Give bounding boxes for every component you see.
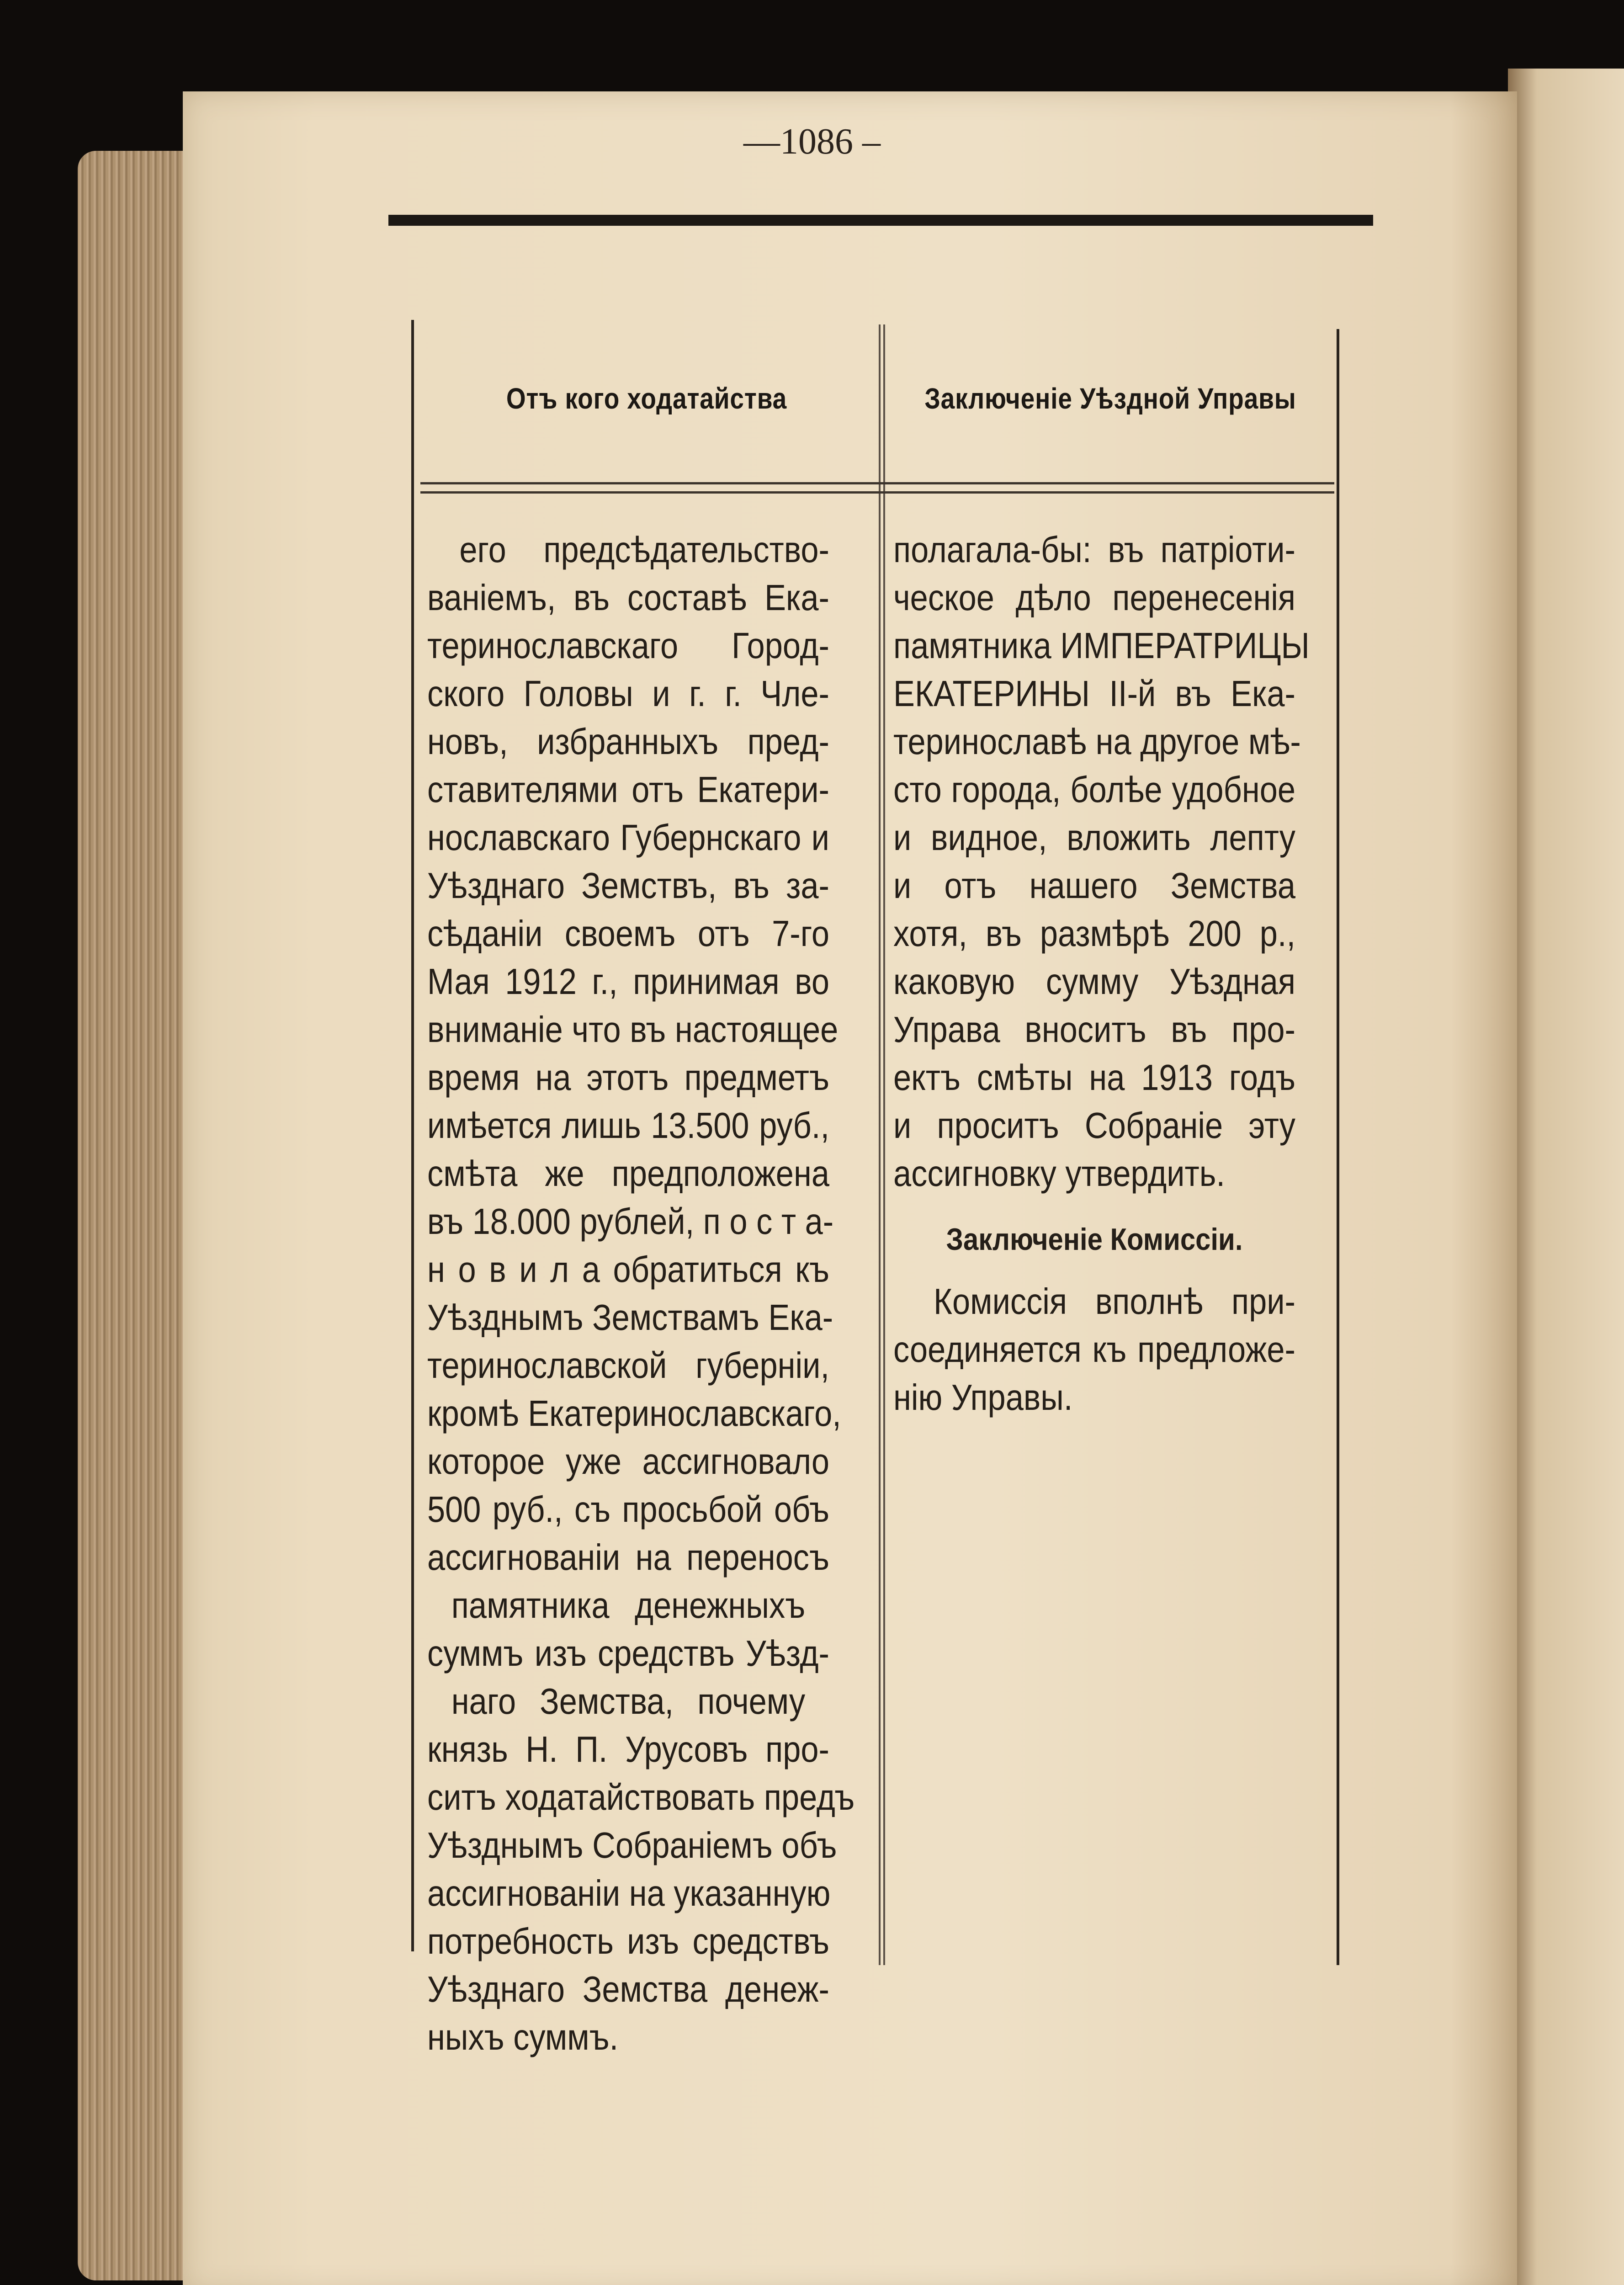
- text-line: Мая 1912 г., принимая во: [427, 961, 829, 1002]
- page-number: —1086 –: [743, 122, 881, 162]
- text-line: кромѣ Екатеринославскаго,: [427, 1393, 841, 1434]
- table-left-border: [411, 320, 414, 1951]
- text-line: смѣта же предположена: [427, 1153, 829, 1194]
- text-line: Комиссія вполнѣ при-: [934, 1281, 1295, 1322]
- text-line: ектъ смѣты на 1913 годъ: [893, 1057, 1295, 1098]
- text-line: ческое дѣло перенесенія: [893, 577, 1295, 618]
- text-line: ситъ ходатайствовать предъ: [427, 1777, 855, 1817]
- column-header-board-conclusion: Заключеніе Уѣздной Управы: [924, 382, 1296, 415]
- book-page: [183, 91, 1517, 2285]
- text-line: памятника денежныхъ: [451, 1585, 806, 1626]
- text-line: новъ, избранныхъ пред-: [427, 721, 829, 762]
- header-bottom-rule-2: [420, 491, 1334, 494]
- text-line: время на этотъ предметъ: [427, 1057, 829, 1098]
- text-line: и проситъ Собраніе эту: [893, 1105, 1295, 1146]
- column-header-petitioner: Отъ кого ходатайства: [506, 382, 787, 415]
- text-line: потребность изъ средствъ: [427, 1921, 829, 1961]
- table-right-border: [1337, 329, 1339, 1965]
- table-column-divider-2: [883, 324, 885, 1965]
- table-column-divider: [879, 324, 881, 1965]
- text-line: сѣданіи своемъ отъ 7-го: [427, 913, 829, 954]
- text-line: нославскаго Губернскаго и: [427, 817, 829, 858]
- text-line: имѣется лишь 13.500 руб.,: [427, 1105, 829, 1146]
- text-line: теринославскаго Город-: [427, 625, 829, 666]
- text-line: ставителями отъ Екатери-: [427, 769, 829, 810]
- text-line: въ 18.000 рублей, п о с т а-: [427, 1201, 834, 1242]
- table-top-rule: [388, 215, 1373, 226]
- text-line: н о в и л а обратиться къ: [427, 1249, 829, 1290]
- text-line: ассигнованіи на указанную: [427, 1873, 831, 1913]
- text-line: ассигновку утвердить.: [893, 1153, 1225, 1194]
- header-bottom-rule: [420, 482, 1334, 484]
- text-line: ассигнованіи на переносъ: [427, 1537, 829, 1578]
- text-line: каковую сумму Уѣздная: [893, 961, 1295, 1002]
- text-line: ЕКАТЕРИНЫ ІІ-й въ Ека-: [893, 673, 1295, 714]
- commission-conclusion-heading: Заключеніе Комиссіи.: [946, 1222, 1243, 1257]
- text-line: Уѣзднаго Земствъ, въ за-: [427, 865, 829, 906]
- text-line: сто города, болѣе удобное: [893, 769, 1295, 810]
- text-line: 500 руб., съ просьбой объ: [427, 1489, 829, 1530]
- column-board-conclusion-text: [893, 526, 1310, 1421]
- text-line: Управа вноситъ въ про-: [893, 1009, 1295, 1050]
- text-line: Уѣзднаго Земства денеж-: [427, 1969, 829, 2009]
- text-line: теринославѣ на другое мѣ-: [893, 721, 1301, 762]
- text-line: ныхъ суммъ.: [427, 2017, 619, 2057]
- text-line: которое уже ассигновало: [427, 1441, 829, 1482]
- text-line: нію Управы.: [893, 1377, 1073, 1418]
- text-line: князь Н. П. Урусовъ про-: [427, 1729, 829, 1770]
- text-line: полагала-бы: въ патріоти-: [893, 529, 1295, 570]
- text-line: ского Головы и г. г. Чле-: [427, 673, 829, 714]
- text-line: Уѣзднымъ Собраніемъ объ: [427, 1825, 837, 1865]
- column-petitioner-text: [427, 526, 855, 2061]
- text-line: и видное, вложить лепту: [893, 817, 1295, 858]
- text-line: наго Земства, почему: [451, 1681, 806, 1722]
- text-line: Уѣзднымъ Земствамъ Ека-: [427, 1297, 833, 1338]
- text-line: хотя, въ размѣрѣ 200 р.,: [893, 913, 1295, 954]
- facing-page-edge: [1508, 69, 1624, 2285]
- text-line: памятника ИМПЕРАТРИЦЫ: [893, 625, 1310, 666]
- text-line: ваніемъ, въ составѣ Ека-: [427, 577, 829, 618]
- text-line: теринославской губерніи,: [427, 1345, 829, 1386]
- text-line: вниманіе что въ настоящее: [427, 1009, 839, 1050]
- text-line: соединяется къ предложе-: [893, 1329, 1295, 1370]
- text-line: его предсѣдательство-: [459, 529, 829, 570]
- text-line: суммъ изъ средствъ Уѣзд-: [427, 1633, 829, 1674]
- text-line: и отъ нашего Земства: [893, 865, 1295, 906]
